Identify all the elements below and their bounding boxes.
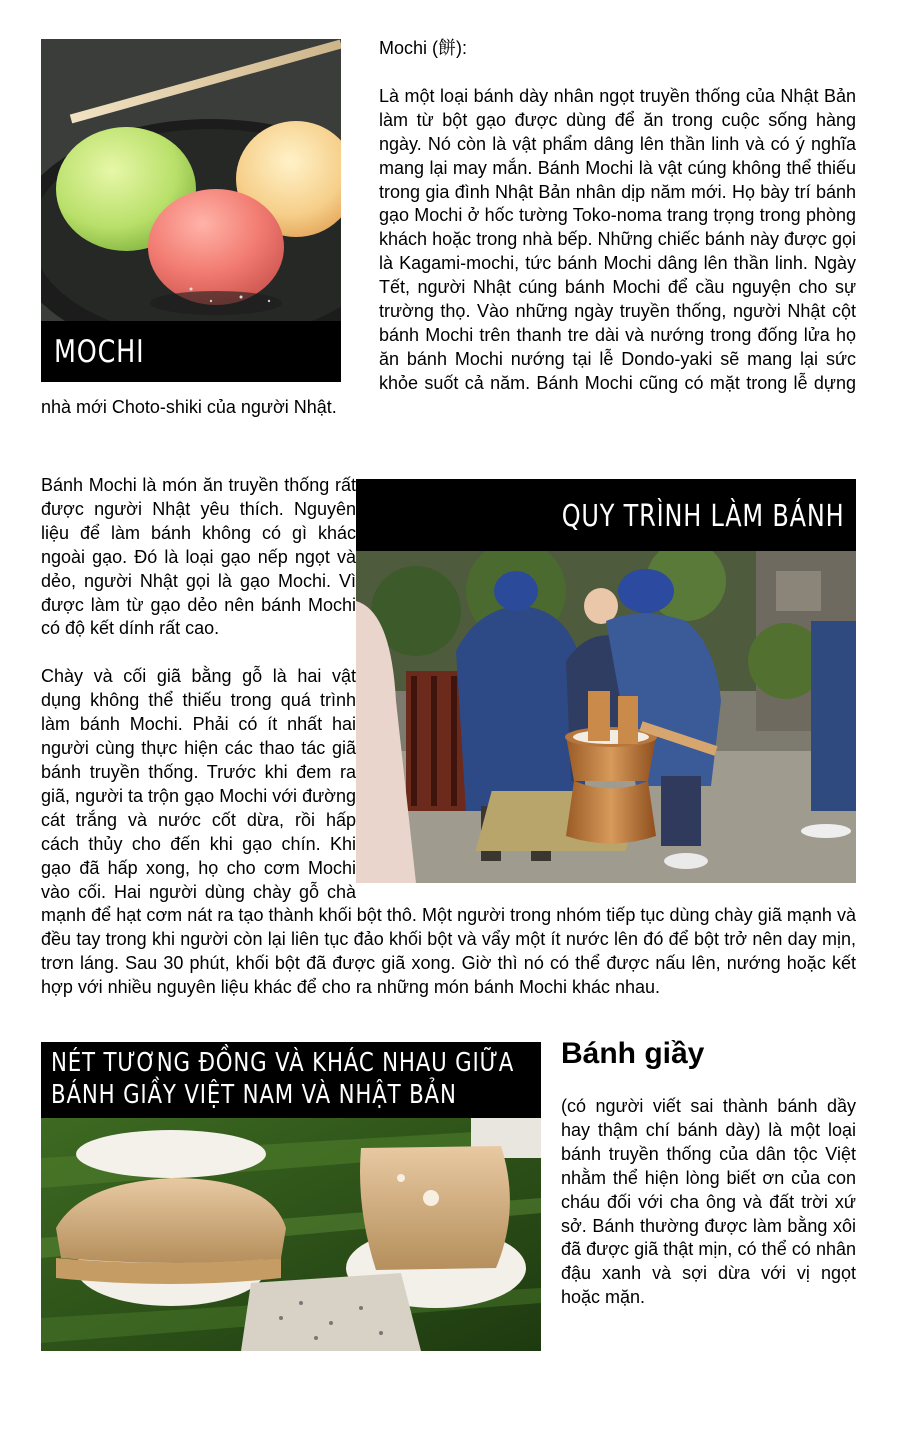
process-caption: QUY TRÌNH LÀM BÁNH xyxy=(561,499,844,534)
banh-giay-paragraph: (có người viết sai thành bánh dầy hay thậm chí bánh dày) là một loại bánh truyền thống của dân tộc Việt nhằm thể hiện lòng biết ơn của con cháu đối với cha ông và đất trời xứ sở. Bánh thường được làm bằng xôi đã được giã thật mịn, có thể có nhân đậu xanh và sợi dừa với vị ngọt hoặc mặn. xyxy=(561,1096,856,1308)
mochi-paragraph: Là một loại bánh dày nhân ngọt truyền thống của Nhật Bản làm từ bột gạo được dùng để ăn trong cuộc sống hàng ngày. Nó còn là vật phẩm dâng lên thần linh và có ý nghĩa mang lại may mắn. Bánh Mochi là vật cúng không thể thiếu trong gia đình Nhật Bản nhân dịp năm mới. Họ bày trí bánh gạo Mochi ở hốc tường Toko-noma trang trọng trong phòng khách hoặc trong nhà bếp. Những chiếc bánh này được gọi là Kagami-mochi, tức bánh Mochi dâng lên thần linh. Ngày Tết, người Nhật cúng bánh Mochi để cầu nguyện cho sự trường thọ. Vào những ngày truyền thống, người Nhật cột bánh Mochi trên thanh tre dài và nướng trong đống lửa họ ăn bánh Mochi nướng tại lễ Dondo-yaki sẽ mang lại sức khỏe suốt cả năm. Bánh Mochi cũng có mặt trong lễ dựng nhà mới Choto-shiki của người Nhật. xyxy=(41,85,856,417)
mochi-title: Mochi (餅): xyxy=(379,38,468,58)
comparison-figure xyxy=(41,1042,541,1351)
mochi-article xyxy=(41,37,856,420)
comparison-caption-line-2: BÁNH GIẦY VIỆT NAM VÀ NHẬT BẢN xyxy=(51,1080,457,1110)
banh-giay-article xyxy=(561,1095,856,1310)
comparison-caption-bar xyxy=(41,1042,541,1118)
banh-giay-photo xyxy=(41,1118,541,1351)
process-paragraph-1: Bánh Mochi là món ăn truyền thống rất được người Nhật yêu thích. Nguyên liệu để làm bánh không có gì khác ngoài gạo. Đó là loại gạo nếp ngọt và dẻo, người Nhật gọi là gạo Mochi. Vì được làm từ gạo dẻo nên bánh Mochi có độ kết dính rất cao. xyxy=(41,475,356,639)
comparison-caption-line-1: NÉT TƯƠNG ĐỒNG VÀ KHÁC NHAU GIỮA xyxy=(51,1048,515,1078)
process-paragraph-2: Chày và cối giã bằng gỗ là hai vật dụng không thể thiếu trong quá trình làm bánh Mochi. Phải có ít nhất hai người cùng thực hiện các thao tác giã bánh truyền thống. Trước khi đem ra giã, người ta trộn gạo Mochi với đường cát trắng và nước cốt dừa, rồi hấp cách thủy cho đến khi gạo chín. Khi gạo đã hấp xong, họ cho cơm Mochi vào cối. Hai người dùng chày gỗ chà mạnh để hạt cơm nát ra tạo thành khối bột thô. Một người trong nhóm tiếp tục dùng chày giã mạnh và đều tay trong khi người còn lại liên tục đảo khối bột và vẩy một ít nước lên đó để bột trở nên day mịn, trơn láng. Sau 30 phút, khối bột đã được giã xong. Giờ thì nó có thể được nấu lên, nướng hoặc kết hợp với nhiều nguyên liệu khác để cho ra những món bánh Mochi khác nhau. xyxy=(41,666,856,998)
process-article xyxy=(41,474,856,1000)
mochi-caption: MOCHI xyxy=(54,334,145,370)
banh-giay-heading: Bánh giầy xyxy=(561,1037,705,1070)
